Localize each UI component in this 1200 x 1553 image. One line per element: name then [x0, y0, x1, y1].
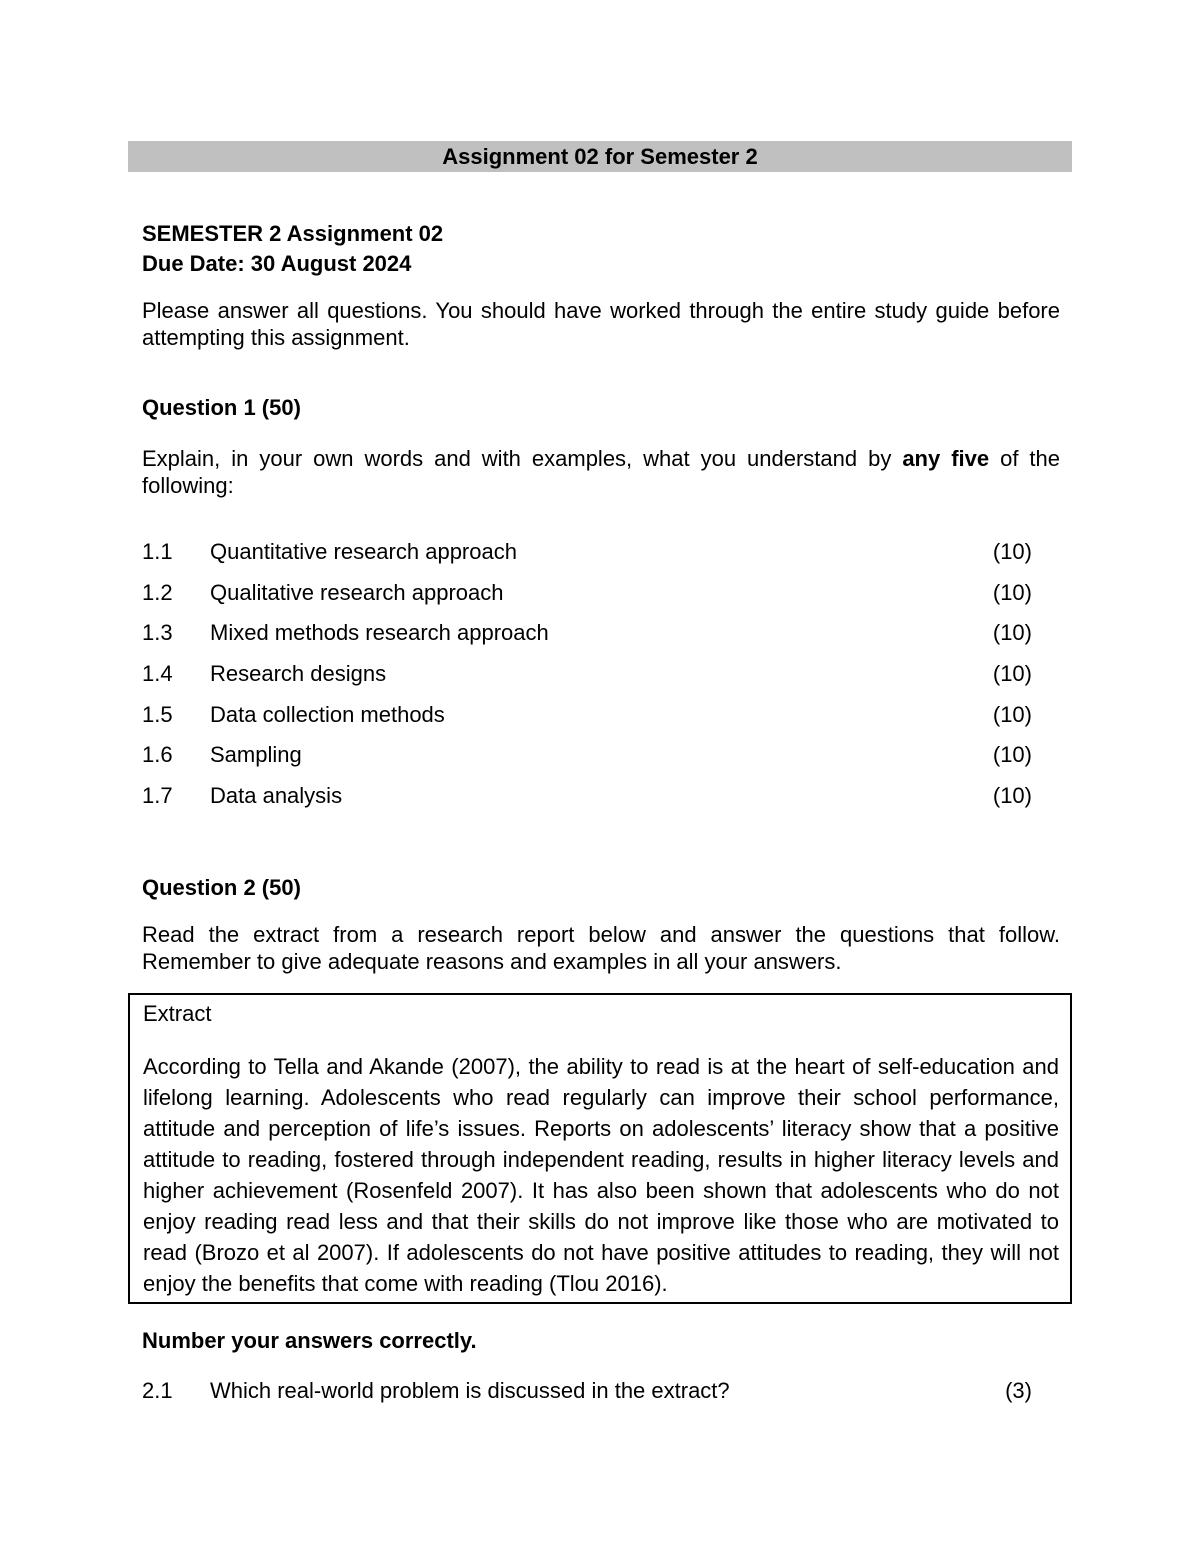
list-item — [142, 1376, 1032, 1406]
instructions: Please answer all questions. You should have worked through the entire study guide before attempting this assignment. — [142, 298, 1060, 350]
question-1-heading: Question 1 (50) — [142, 395, 301, 420]
item-label: Mixed methods research approach — [210, 620, 549, 645]
item-number: 1.2 — [142, 580, 173, 605]
assignment-title: Assignment 02 for Semester 2 — [442, 144, 758, 169]
item-label: Quantitative research approach — [210, 539, 517, 564]
assignment-title-band — [128, 141, 1072, 172]
item-marks: (10) — [992, 539, 1032, 564]
list-item — [142, 659, 1032, 689]
item-marks: (10) — [992, 661, 1032, 686]
item-number: 1.3 — [142, 620, 173, 645]
item-number: 1.1 — [142, 539, 173, 564]
item-marks: (10) — [992, 742, 1032, 767]
list-item — [142, 578, 1032, 608]
item-marks: (3) — [1005, 1378, 1032, 1403]
extract-body: According to Tella and Akande (2007), the ability to read is at the heart of self-education and lifelong learning. Adolescents who read regularly can improve their school performance, attitude and perception of life’s issues. Reports on adolescents’ literacy show that a positive attitude to reading, fostered through independent reading, results in higher literacy levels and higher achievement (Rosenfeld 2007). It has also been shown that adolescents who do not enjoy reading read less and that their skills do not improve like those who are motivated to read (Brozo et al 2007). If adolescents do not have positive attitudes to reading, they will not enjoy the benefits that come with reading (Tlou 2016). — [143, 1054, 1059, 1296]
item-marks: (10) — [992, 580, 1032, 605]
question-1-prompt-emphasis: any five — [902, 446, 990, 471]
item-label: Data analysis — [210, 783, 343, 808]
item-label: Research designs — [210, 661, 387, 686]
item-number: 1.7 — [142, 783, 173, 808]
question-2-prompt: Read the extract from a research report below and answer the questions that follow. Remember to give adequate reasons and examples in all your answers. — [142, 922, 1060, 974]
extract-title: Extract — [143, 1001, 212, 1026]
item-number: 1.5 — [142, 702, 173, 727]
list-item — [142, 781, 1032, 811]
item-label: Which real-world problem is discussed in the extract? — [210, 1378, 730, 1403]
item-marks: (10) — [992, 620, 1032, 645]
list-item — [142, 537, 1032, 567]
question-1-prompt — [142, 445, 1060, 499]
item-number: 1.4 — [142, 661, 173, 686]
item-number: 1.6 — [142, 742, 173, 767]
item-number: 2.1 — [142, 1378, 173, 1403]
item-label: Qualitative research approach — [210, 580, 504, 605]
assignment-line: SEMESTER 2 Assignment 02 — [142, 221, 444, 246]
item-label: Data collection methods — [210, 702, 445, 727]
list-item — [142, 618, 1032, 648]
question-1-prompt-end: of the following: — [142, 446, 1060, 498]
item-label: Sampling — [210, 742, 302, 767]
answer-note: Number your answers correctly. — [142, 1328, 477, 1353]
due-date: Due Date: 30 August 2024 — [142, 251, 412, 276]
item-marks: (10) — [992, 702, 1032, 727]
list-item — [142, 740, 1032, 770]
extract-box — [128, 993, 1072, 1304]
item-marks: (10) — [992, 783, 1032, 808]
list-item — [142, 700, 1032, 730]
question-2-heading: Question 2 (50) — [142, 875, 301, 900]
question-1-prompt-start: Explain, in your own words and with examples, what you understand by — [142, 446, 903, 471]
